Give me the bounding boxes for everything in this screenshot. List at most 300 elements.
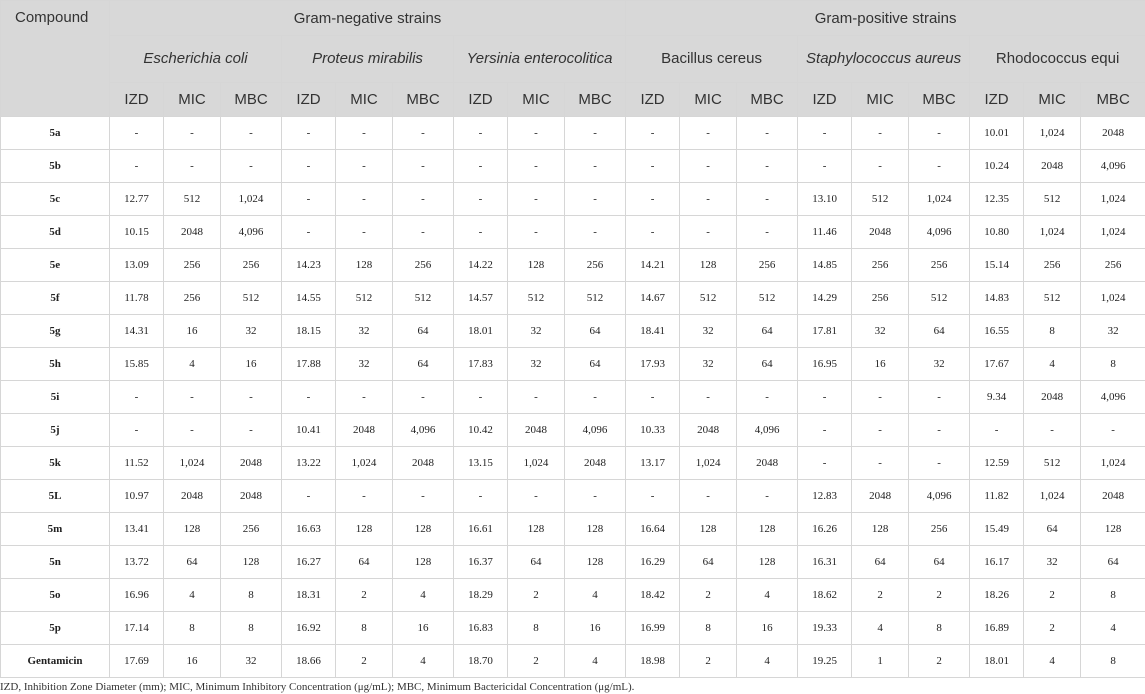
value-cell: 512 <box>336 282 393 315</box>
mbc-column-header: MBC <box>565 83 626 117</box>
value-cell: 256 <box>1081 249 1145 282</box>
izd-column-header: IZD <box>282 83 336 117</box>
strain-header: Yersinia enterocolitica <box>454 36 626 83</box>
value-cell: - <box>798 150 852 183</box>
value-cell: 8 <box>221 579 282 612</box>
value-cell: 4 <box>164 348 221 381</box>
value-cell: 1,024 <box>1081 183 1145 216</box>
value-cell: 8 <box>680 612 737 645</box>
value-cell: 17.88 <box>282 348 336 381</box>
value-cell: 2048 <box>1024 381 1081 414</box>
value-cell: 16 <box>565 612 626 645</box>
value-cell: 512 <box>164 183 221 216</box>
value-cell: - <box>852 447 909 480</box>
value-cell: 64 <box>1024 513 1081 546</box>
value-cell: 256 <box>221 249 282 282</box>
value-cell: - <box>221 150 282 183</box>
compound-cell: 5d <box>1 216 110 249</box>
value-cell: - <box>798 447 852 480</box>
value-cell: 10.80 <box>970 216 1024 249</box>
value-cell: 16 <box>164 645 221 678</box>
value-cell: 1,024 <box>1024 480 1081 513</box>
value-cell: 18.31 <box>282 579 336 612</box>
compound-cell: 5g <box>1 315 110 348</box>
izd-column-header: IZD <box>798 83 852 117</box>
value-cell: - <box>508 480 565 513</box>
value-cell: 16 <box>164 315 221 348</box>
value-cell: - <box>282 480 336 513</box>
value-cell: - <box>164 414 221 447</box>
value-cell: 64 <box>680 546 737 579</box>
value-cell: 512 <box>852 183 909 216</box>
izd-column-header: IZD <box>110 83 164 117</box>
value-cell: - <box>737 381 798 414</box>
value-cell: 4 <box>737 645 798 678</box>
value-cell: 13.10 <box>798 183 852 216</box>
value-cell: 13.17 <box>626 447 680 480</box>
compound-cell: 5a <box>1 117 110 150</box>
value-cell: 1,024 <box>1024 216 1081 249</box>
izd-column-header: IZD <box>626 83 680 117</box>
value-cell: 18.98 <box>626 645 680 678</box>
table-row <box>1 480 1145 513</box>
value-cell: 14.21 <box>626 249 680 282</box>
value-cell: 8 <box>1024 315 1081 348</box>
compound-cell: 5p <box>1 612 110 645</box>
value-cell: - <box>393 150 454 183</box>
value-cell: 64 <box>164 546 221 579</box>
value-cell: 128 <box>565 513 626 546</box>
value-cell: 256 <box>909 249 970 282</box>
value-cell: 64 <box>737 348 798 381</box>
value-cell: 64 <box>909 546 970 579</box>
value-cell: 4 <box>565 645 626 678</box>
value-cell: - <box>164 117 221 150</box>
table-row <box>1 150 1145 183</box>
value-cell: 2048 <box>508 414 565 447</box>
value-cell: 2 <box>909 645 970 678</box>
value-cell: - <box>737 480 798 513</box>
mbc-column-header: MBC <box>909 83 970 117</box>
value-cell: 2048 <box>737 447 798 480</box>
value-cell: 15.85 <box>110 348 164 381</box>
value-cell: - <box>680 216 737 249</box>
table-header <box>1 1 1145 117</box>
value-cell: 128 <box>508 249 565 282</box>
value-cell: 18.66 <box>282 645 336 678</box>
table-footnote: IZD, Inhibition Zone Diameter (mm); MIC, Minimum Inhibitory Concentration (μg/mL); MBC, Minimum Bactericidal Concentration (μg/mL). <box>0 681 635 693</box>
value-cell: - <box>336 183 393 216</box>
value-cell: 16.37 <box>454 546 508 579</box>
value-cell: 18.15 <box>282 315 336 348</box>
compound-column-header: Compound <box>1 1 110 117</box>
value-cell: 32 <box>508 348 565 381</box>
value-cell: 64 <box>565 348 626 381</box>
value-cell: 512 <box>565 282 626 315</box>
value-cell: 256 <box>852 282 909 315</box>
value-cell: 10.42 <box>454 414 508 447</box>
value-cell: 15.14 <box>970 249 1024 282</box>
value-cell: 14.31 <box>110 315 164 348</box>
value-cell: 2048 <box>221 480 282 513</box>
value-cell: 14.67 <box>626 282 680 315</box>
value-cell: - <box>565 183 626 216</box>
value-cell: 17.81 <box>798 315 852 348</box>
value-cell: 10.01 <box>970 117 1024 150</box>
table-row <box>1 249 1145 282</box>
value-cell: - <box>626 183 680 216</box>
table-row <box>1 117 1145 150</box>
value-cell: 19.25 <box>798 645 852 678</box>
value-cell: 16.55 <box>970 315 1024 348</box>
value-cell: 1,024 <box>1024 117 1081 150</box>
value-cell: 128 <box>164 513 221 546</box>
value-cell: - <box>565 381 626 414</box>
compound-cell: 5f <box>1 282 110 315</box>
value-cell: 64 <box>393 348 454 381</box>
value-cell: - <box>508 117 565 150</box>
value-cell: 512 <box>221 282 282 315</box>
value-cell: 2048 <box>1081 480 1145 513</box>
value-cell: - <box>508 381 565 414</box>
value-cell: 16 <box>852 348 909 381</box>
value-cell: 1,024 <box>1081 282 1145 315</box>
value-cell: - <box>1081 414 1145 447</box>
value-cell: 8 <box>1081 645 1145 678</box>
value-cell: 18.29 <box>454 579 508 612</box>
gram-positive-group-header: Gram-positive strains <box>626 1 1145 36</box>
value-cell: 32 <box>680 315 737 348</box>
mbc-column-header: MBC <box>1081 83 1145 117</box>
value-cell: - <box>798 381 852 414</box>
value-cell: - <box>565 216 626 249</box>
value-cell: 4 <box>164 579 221 612</box>
value-cell: - <box>680 117 737 150</box>
value-cell: - <box>680 480 737 513</box>
value-cell: 2048 <box>221 447 282 480</box>
value-cell: 64 <box>508 546 565 579</box>
value-cell: 128 <box>336 249 393 282</box>
compound-cell: 5b <box>1 150 110 183</box>
value-cell: 2048 <box>393 447 454 480</box>
value-cell: - <box>336 216 393 249</box>
value-cell: 2048 <box>852 216 909 249</box>
table-row <box>1 645 1145 678</box>
value-cell: 512 <box>680 282 737 315</box>
value-cell: 18.01 <box>454 315 508 348</box>
strain-header: Proteus mirabilis <box>282 36 454 83</box>
value-cell: 11.52 <box>110 447 164 480</box>
value-cell: 512 <box>909 282 970 315</box>
value-cell: - <box>454 150 508 183</box>
value-cell: 2 <box>852 579 909 612</box>
value-cell: 4 <box>737 579 798 612</box>
value-cell: 1,024 <box>909 183 970 216</box>
compound-cell: 5h <box>1 348 110 381</box>
value-cell: 16.64 <box>626 513 680 546</box>
value-cell: 256 <box>565 249 626 282</box>
value-cell: - <box>110 117 164 150</box>
value-cell: 512 <box>737 282 798 315</box>
value-cell: 2 <box>1024 579 1081 612</box>
value-cell: - <box>909 117 970 150</box>
value-cell: 19.33 <box>798 612 852 645</box>
value-cell: 14.22 <box>454 249 508 282</box>
table-row <box>1 513 1145 546</box>
value-cell: - <box>110 150 164 183</box>
value-cell: - <box>336 150 393 183</box>
value-cell: 16.96 <box>110 579 164 612</box>
value-cell: - <box>336 117 393 150</box>
value-cell: 11.78 <box>110 282 164 315</box>
value-cell: 64 <box>1081 546 1145 579</box>
value-cell: - <box>393 216 454 249</box>
value-cell: - <box>336 480 393 513</box>
value-cell: 128 <box>336 513 393 546</box>
compound-cell: 5e <box>1 249 110 282</box>
value-cell: 64 <box>737 315 798 348</box>
value-cell: 4,096 <box>1081 381 1145 414</box>
value-cell: 4,096 <box>565 414 626 447</box>
value-cell: 8 <box>164 612 221 645</box>
mbc-column-header: MBC <box>737 83 798 117</box>
value-cell: 2 <box>508 645 565 678</box>
value-cell: 14.85 <box>798 249 852 282</box>
value-cell: - <box>852 414 909 447</box>
mic-column-header: MIC <box>336 83 393 117</box>
value-cell: 18.62 <box>798 579 852 612</box>
value-cell: - <box>626 480 680 513</box>
value-cell: - <box>909 414 970 447</box>
value-cell: 2048 <box>852 480 909 513</box>
table-row <box>1 447 1145 480</box>
value-cell: 2048 <box>164 480 221 513</box>
value-cell: - <box>221 414 282 447</box>
value-cell: 16.83 <box>454 612 508 645</box>
value-cell: - <box>454 480 508 513</box>
value-cell: - <box>454 381 508 414</box>
value-cell: - <box>680 150 737 183</box>
value-cell: 4 <box>1081 612 1145 645</box>
table-row <box>1 579 1145 612</box>
strain-header: Bacillus cereus <box>626 36 798 83</box>
table-row <box>1 183 1145 216</box>
compound-cell: 5m <box>1 513 110 546</box>
mic-column-header: MIC <box>852 83 909 117</box>
value-cell: - <box>909 381 970 414</box>
strain-header: Escherichia coli <box>110 36 282 83</box>
compound-cell: 5L <box>1 480 110 513</box>
value-cell: 14.55 <box>282 282 336 315</box>
value-cell: 1 <box>852 645 909 678</box>
value-cell: 1,024 <box>1081 216 1145 249</box>
value-cell: 128 <box>393 513 454 546</box>
value-cell: 16.99 <box>626 612 680 645</box>
value-cell: 32 <box>1024 546 1081 579</box>
value-cell: 8 <box>1081 348 1145 381</box>
gram-negative-group-header: Gram-negative strains <box>110 1 626 36</box>
value-cell: 64 <box>336 546 393 579</box>
value-cell: 18.70 <box>454 645 508 678</box>
value-cell: - <box>626 150 680 183</box>
value-cell: 10.24 <box>970 150 1024 183</box>
value-cell: 256 <box>164 282 221 315</box>
value-cell: - <box>393 480 454 513</box>
mic-column-header: MIC <box>508 83 565 117</box>
value-cell: 128 <box>680 249 737 282</box>
value-cell: 16.92 <box>282 612 336 645</box>
compound-cell: 5n <box>1 546 110 579</box>
value-cell: 256 <box>164 249 221 282</box>
value-cell: 12.77 <box>110 183 164 216</box>
compound-cell: Gentamicin <box>1 645 110 678</box>
value-cell: 2 <box>909 579 970 612</box>
value-cell: 16 <box>221 348 282 381</box>
value-cell: 2 <box>680 579 737 612</box>
value-cell: 128 <box>508 513 565 546</box>
value-cell: 14.23 <box>282 249 336 282</box>
table-row <box>1 414 1145 447</box>
value-cell: 2048 <box>680 414 737 447</box>
strain-header: Staphylococcus aureus <box>798 36 970 83</box>
value-cell: - <box>393 183 454 216</box>
value-cell: 8 <box>508 612 565 645</box>
value-cell: 512 <box>508 282 565 315</box>
mic-column-header: MIC <box>1024 83 1081 117</box>
value-cell: 4 <box>393 579 454 612</box>
value-cell: 12.59 <box>970 447 1024 480</box>
value-cell: 1,024 <box>336 447 393 480</box>
table-body <box>1 117 1145 678</box>
value-cell: 1,024 <box>1081 447 1145 480</box>
value-cell: 16.61 <box>454 513 508 546</box>
table-row <box>1 282 1145 315</box>
value-cell: 256 <box>737 249 798 282</box>
value-cell: 2 <box>680 645 737 678</box>
value-cell: 17.69 <box>110 645 164 678</box>
table-row <box>1 381 1145 414</box>
value-cell: 128 <box>565 546 626 579</box>
value-cell: 10.15 <box>110 216 164 249</box>
value-cell: - <box>221 117 282 150</box>
value-cell: 16.27 <box>282 546 336 579</box>
value-cell: 13.15 <box>454 447 508 480</box>
value-cell: 128 <box>737 513 798 546</box>
value-cell: - <box>282 183 336 216</box>
value-cell: 128 <box>221 546 282 579</box>
table-row <box>1 348 1145 381</box>
value-cell: 32 <box>336 315 393 348</box>
value-cell: - <box>508 183 565 216</box>
table-row <box>1 612 1145 645</box>
value-cell: 16.17 <box>970 546 1024 579</box>
value-cell: - <box>565 117 626 150</box>
mic-column-header: MIC <box>680 83 737 117</box>
value-cell: 256 <box>852 249 909 282</box>
value-cell: 2 <box>508 579 565 612</box>
value-cell: 15.49 <box>970 513 1024 546</box>
value-cell: 32 <box>852 315 909 348</box>
value-cell: - <box>565 480 626 513</box>
value-cell: - <box>737 150 798 183</box>
value-cell: 4 <box>852 612 909 645</box>
value-cell: 16.29 <box>626 546 680 579</box>
value-cell: 8 <box>336 612 393 645</box>
value-cell: 4 <box>1024 348 1081 381</box>
value-cell: - <box>737 183 798 216</box>
value-cell: 16 <box>393 612 454 645</box>
value-cell: 64 <box>852 546 909 579</box>
value-cell: 16.26 <box>798 513 852 546</box>
value-cell: 16 <box>737 612 798 645</box>
value-cell: 12.35 <box>970 183 1024 216</box>
value-cell: - <box>852 381 909 414</box>
value-cell: 64 <box>565 315 626 348</box>
value-cell: - <box>909 150 970 183</box>
compound-cell: 5k <box>1 447 110 480</box>
value-cell: 64 <box>909 315 970 348</box>
value-cell: 12.83 <box>798 480 852 513</box>
value-cell: - <box>393 381 454 414</box>
mbc-column-header: MBC <box>221 83 282 117</box>
value-cell: 32 <box>508 315 565 348</box>
compound-cell: 5o <box>1 579 110 612</box>
value-cell: - <box>1024 414 1081 447</box>
value-cell: 32 <box>336 348 393 381</box>
table-row <box>1 315 1145 348</box>
value-cell: 4,096 <box>1081 150 1145 183</box>
value-cell: 128 <box>680 513 737 546</box>
value-cell: 2048 <box>164 216 221 249</box>
value-cell: 16.89 <box>970 612 1024 645</box>
value-cell: 32 <box>1081 315 1145 348</box>
value-cell: - <box>508 216 565 249</box>
mbc-column-header: MBC <box>393 83 454 117</box>
value-cell: 4 <box>1024 645 1081 678</box>
value-cell: - <box>454 183 508 216</box>
izd-column-header: IZD <box>970 83 1024 117</box>
value-cell: 16.95 <box>798 348 852 381</box>
value-cell: 2048 <box>1081 117 1145 150</box>
value-cell: - <box>680 381 737 414</box>
value-cell: - <box>508 150 565 183</box>
compound-cell: 5j <box>1 414 110 447</box>
value-cell: 128 <box>852 513 909 546</box>
value-cell: - <box>164 381 221 414</box>
value-cell: - <box>737 216 798 249</box>
value-cell: 128 <box>393 546 454 579</box>
compound-cell: 5c <box>1 183 110 216</box>
value-cell: - <box>110 381 164 414</box>
value-cell: 4 <box>565 579 626 612</box>
value-cell: 13.22 <box>282 447 336 480</box>
value-cell: 14.57 <box>454 282 508 315</box>
value-cell: 4,096 <box>909 480 970 513</box>
value-cell: 2 <box>1024 612 1081 645</box>
value-cell: - <box>164 150 221 183</box>
value-cell: - <box>393 117 454 150</box>
value-cell: 2 <box>336 645 393 678</box>
value-cell: - <box>454 117 508 150</box>
value-cell: 10.41 <box>282 414 336 447</box>
value-cell: 64 <box>393 315 454 348</box>
value-cell: 256 <box>1024 249 1081 282</box>
value-cell: - <box>282 117 336 150</box>
value-cell: 17.14 <box>110 612 164 645</box>
value-cell: 8 <box>909 612 970 645</box>
value-cell: - <box>282 216 336 249</box>
table-row <box>1 546 1145 579</box>
